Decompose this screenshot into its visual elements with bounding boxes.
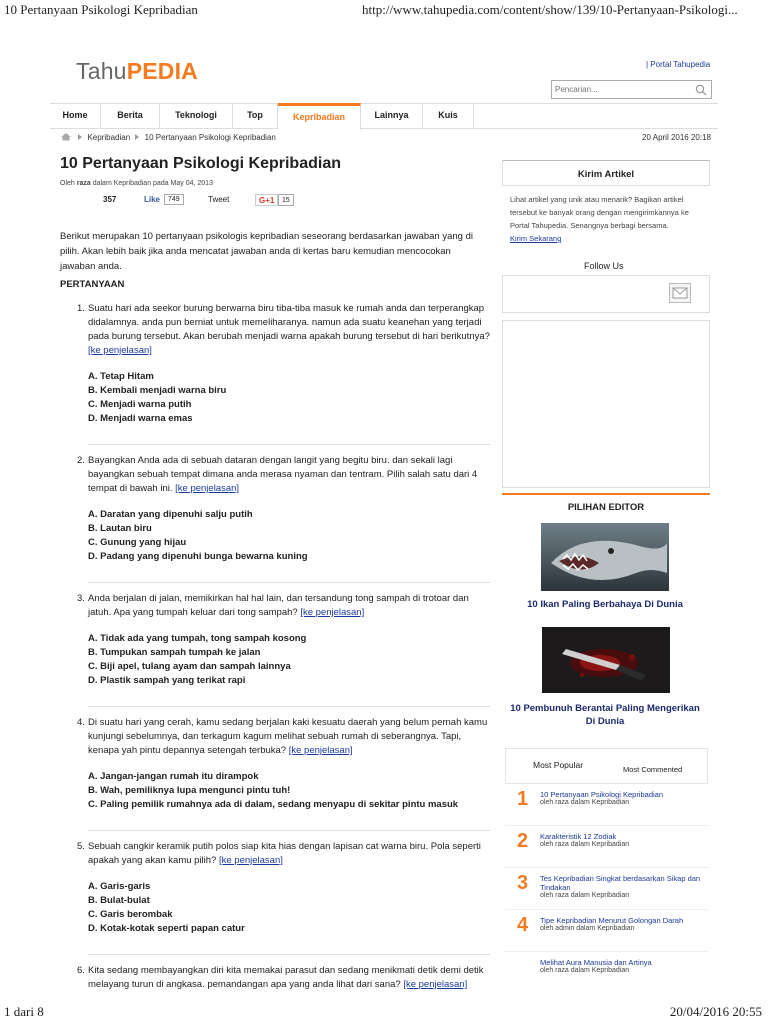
popular-item-title[interactable]: Tes Kepribadian Singkat berdasarkan Sikap dan Tindakan (540, 874, 701, 892)
rank-number: 1 (517, 788, 529, 810)
byline-prefix: Oleh (60, 180, 75, 187)
question-item (60, 302, 490, 445)
popular-item-byline: oleh raza dalam Kepribadian (540, 841, 630, 848)
answer-option: D. Kotak-kotak seperti papan catur (88, 923, 245, 934)
logo-text-tahu: Tahu (76, 58, 127, 84)
answer-options (88, 770, 490, 812)
question-text-block (88, 454, 490, 496)
question-text-block (88, 716, 490, 758)
google-plus-button[interactable]: G+1 (255, 194, 278, 206)
answer-option: C. Gunung yang hijau (88, 537, 187, 548)
site-logo[interactable] (76, 58, 198, 85)
ad-placeholder (502, 320, 710, 488)
answer-option: B. Tumpukan sampah tumpah ke jalan (88, 647, 261, 658)
divider (88, 706, 490, 707)
kirim-artikel-title: Kirim Artikel (502, 160, 710, 186)
article-intro: Berikut merupakan 10 pertanyaan psikologis kepribadian seseorang berdasarkan jawaban yang di pilih. Akan lebih baik jika anda mencatat jawaban anda di kertas baru kemudian mencocokan jawaban anda. (60, 231, 473, 272)
answer-option: C. Menjadi warna putih (88, 399, 192, 410)
follow-us-label: Follow Us (584, 261, 624, 271)
list-item[interactable] (505, 910, 708, 952)
answer-option: D. Padang yang dipenuhi bunga bewarna kuning (88, 551, 308, 562)
section-heading: PERTANYAAN (60, 279, 125, 290)
popular-item-title[interactable]: Melihat Aura Manusia dan Artinya (540, 958, 652, 967)
answer-option: B. Bulat-bulat (88, 895, 150, 906)
knife-photo[interactable] (542, 627, 670, 693)
answer-option: B. Kembali menjadi warna biru (88, 385, 227, 396)
kirim-artikel-description: Lihat artikel yang unik atau menarik? Bagikan artikel tersebut ke banyak orang dengan mengirimkannya ke Portal Tahupedia. Senangnya berbagi bersama. (510, 195, 689, 230)
question-number: 2. (77, 455, 85, 466)
rank-number: 2 (517, 830, 529, 852)
nav-item-kepribadian[interactable]: Kepribadian (278, 103, 361, 130)
answer-option: A. Tidak ada yang tumpah, tong sampah kosong (88, 633, 307, 644)
ke-penjelasan-link[interactable]: [ke penjelasan] (403, 979, 468, 990)
rank-number: 4 (517, 914, 529, 936)
question-number: 3. (77, 593, 85, 604)
share-count: 357 (103, 195, 117, 204)
list-item[interactable] (505, 952, 708, 994)
question-text: Sebuah cangkir keramik putih polos siap kita hias dengan lapisan cat warna biru. Pola seperti apakah yang akan kamu pilih? (88, 841, 481, 866)
popular-item-title[interactable]: 10 Pertanyaan Psikologi Kepribadian (540, 790, 663, 799)
tab-most-commented[interactable]: Most Commented (623, 765, 683, 774)
list-item[interactable] (505, 826, 708, 868)
question-item (60, 840, 490, 955)
article-byline (60, 180, 213, 187)
answer-options (88, 370, 490, 426)
kirim-artikel-text (510, 193, 706, 245)
popular-list (505, 784, 708, 994)
question-text-block (88, 964, 490, 992)
print-url: http://www.tahupedia.com/content/show/139/10-Pertanyaan-Psikologi... (362, 2, 738, 17)
home-icon[interactable] (60, 132, 72, 141)
nav-item-berita[interactable]: Berita (101, 104, 160, 128)
breadcrumb-item-current: 10 Pertanyaan Psikologi Kepribadian (144, 133, 276, 142)
print-page-title: 10 Pertanyaan Psikologi Kepribadian (4, 2, 198, 17)
mail-icon[interactable] (669, 283, 691, 303)
list-item[interactable] (505, 784, 708, 826)
editor-item-2-caption[interactable]: 10 Pembunuh Berantai Paling Mengerikan Di Dunia (510, 703, 700, 727)
rank-number: 3 (517, 872, 529, 894)
question-text: Suatu hari ada seekor burung berwarna biru tiba-tiba masuk ke rumah anda dan terperangkap didalamnya. anda pun berniat untuk memeliharanya. namun ada suatu keanehan yang terjadi pada burung tersebut. Akan berubah menjadi warna apakah burung tersebut di hari berikutnya? (88, 303, 490, 342)
kirim-sekarang-link[interactable]: Kirim Sekarang (510, 234, 562, 243)
answer-option: A. Garis-garis (88, 881, 151, 892)
question-text: Anda berjalan di jalan, memikirkan hal hal lain, dan tersandung tong sampah di trotoar dan jatuh. Apa yang tumpah keluar dari tong sampah? (88, 593, 469, 618)
ke-penjelasan-link[interactable]: [ke penjelasan] (175, 483, 240, 494)
tweet-button[interactable]: Tweet (208, 195, 230, 204)
answer-option: C. Paling pemilik rumahnya ada di dalam, sedang menyapu di sekitar pintu masuk (88, 799, 459, 810)
portal-tahupedia-link[interactable]: | Portal Tahupedia (646, 60, 711, 69)
question-number: 1. (77, 303, 85, 314)
ke-penjelasan-link[interactable]: [ke penjelasan] (288, 745, 353, 756)
breadcrumb (60, 132, 279, 142)
popular-item-byline: oleh admin dalam Kepribadian (540, 925, 635, 932)
main-nav (50, 103, 718, 129)
search-icon[interactable] (695, 84, 707, 96)
print-datetime: 20/04/2016 20:55 (669, 1004, 762, 1019)
question-text: Bayangkan Anda ada di sebuah dataran dengan langit yang begitu biru. dan sekali lagi bayangkan sebuah tempat dimana anda merasa nyaman dan tentram. Pilih salah satu dari 4 tempat di bawah ini. (88, 455, 478, 494)
google-plus-count: 15 (278, 194, 294, 206)
byline-suffix: dalam Kepribadian pada May 04, 2013 (92, 180, 213, 187)
question-item (60, 964, 490, 992)
current-date: 20 April 2016 20:18 (642, 133, 711, 142)
author-link[interactable]: raza (76, 180, 91, 187)
answer-option: D. Menjadi warna emas (88, 413, 193, 424)
popular-item-byline: oleh raza dalam Kepribadian (540, 967, 630, 974)
divider (88, 830, 490, 831)
search-box (551, 80, 712, 99)
arrow-right-icon (77, 134, 83, 140)
facebook-like-button[interactable]: Like (144, 195, 161, 204)
breadcrumb-item-kepribadian[interactable]: Kepribadian (87, 133, 131, 142)
question-text-block (88, 592, 490, 620)
popular-item-byline: oleh raza dalam Kepribadian (540, 799, 630, 806)
question-list (60, 302, 490, 992)
nav-item-top[interactable]: Top (233, 104, 278, 128)
popular-item-title[interactable]: Karakteristik 12 Zodiak (540, 832, 617, 841)
question-item (60, 592, 490, 707)
nav-item-kuis[interactable]: Kuis (423, 104, 474, 128)
answer-options (88, 632, 490, 688)
answer-option: C. Biji apel, tulang ayam dan sampah lainnya (88, 661, 291, 672)
pilihan-editor-title: PILIHAN EDITOR (502, 493, 710, 513)
question-text: Di suatu hari yang cerah, kamu sedang berjalan kaki kesuatu daerah yang belum pernah kamu kunjungi sebelumnya, dan terkagum kagum melihat sebuah rumah di seberangnya. Tapi, kenapa yah pintu depannya setengah terbuka? (88, 717, 488, 756)
article-title: 10 Pertanyaan Psikologi Kepribadian (60, 155, 341, 172)
ke-penjelasan-link[interactable]: [ke penjelasan] (300, 607, 365, 618)
like-count: 749 (164, 194, 184, 205)
print-header (0, 0, 768, 24)
answer-option: A. Daratan yang dipenuhi salju putih (88, 509, 253, 520)
print-footer (0, 1002, 768, 1024)
question-item (60, 454, 490, 583)
list-item[interactable] (505, 868, 708, 910)
divider (88, 444, 490, 445)
question-text-block (88, 302, 490, 358)
fish-photo[interactable] (541, 523, 669, 591)
logo-text-pedia: PEDIA (126, 58, 198, 84)
question-number: 6. (77, 965, 85, 976)
answer-options (88, 508, 490, 564)
arrow-right-icon (134, 134, 140, 140)
divider (88, 954, 490, 955)
answer-options (88, 880, 490, 936)
question-number: 5. (77, 841, 85, 852)
divider (88, 582, 490, 583)
popular-item-byline: oleh raza dalam Kepribadian (540, 892, 630, 899)
answer-option: C. Garis berombak (88, 909, 173, 920)
nav-item-teknologi[interactable]: Teknologi (160, 104, 233, 128)
answer-option: D. Plastik sampah yang terikat rapi (88, 675, 246, 686)
editor-item-1-caption[interactable]: 10 Ikan Paling Berbahaya Di Dunia (527, 599, 683, 610)
question-text: Kita sedang membayangkan diri kita memakai parasut dan sedang menikmati detik demi detik melayang turun di angkasa. pemandangan apa yang anda lihat dari sana? (88, 965, 484, 990)
popular-item-title[interactable]: Tipe Kepribadian Menurut Golongan Darah (540, 916, 684, 925)
answer-option: A. Tetap Hitam (88, 371, 154, 382)
print-page-counter: 1 dari 8 (4, 1004, 44, 1019)
question-number: 4. (77, 717, 85, 728)
question-text-block (88, 840, 490, 868)
search-input[interactable] (555, 83, 690, 96)
ke-penjelasan-link[interactable]: [ke penjelasan] (88, 345, 152, 356)
answer-option: A. Jangan-jangan rumah itu dirampok (88, 771, 259, 782)
ke-penjelasan-link[interactable]: [ke penjelasan] (218, 855, 283, 866)
nav-item-home[interactable]: Home (50, 104, 101, 128)
question-item (60, 716, 490, 831)
answer-option: B. Wah, pemiliknya lupa mengunci pintu tuh! (88, 785, 291, 796)
answer-option: B. Lautan biru (88, 523, 152, 534)
tab-most-popular[interactable]: Most Popular (533, 760, 584, 770)
nav-item-lainnya[interactable]: Lainnya (361, 104, 423, 128)
